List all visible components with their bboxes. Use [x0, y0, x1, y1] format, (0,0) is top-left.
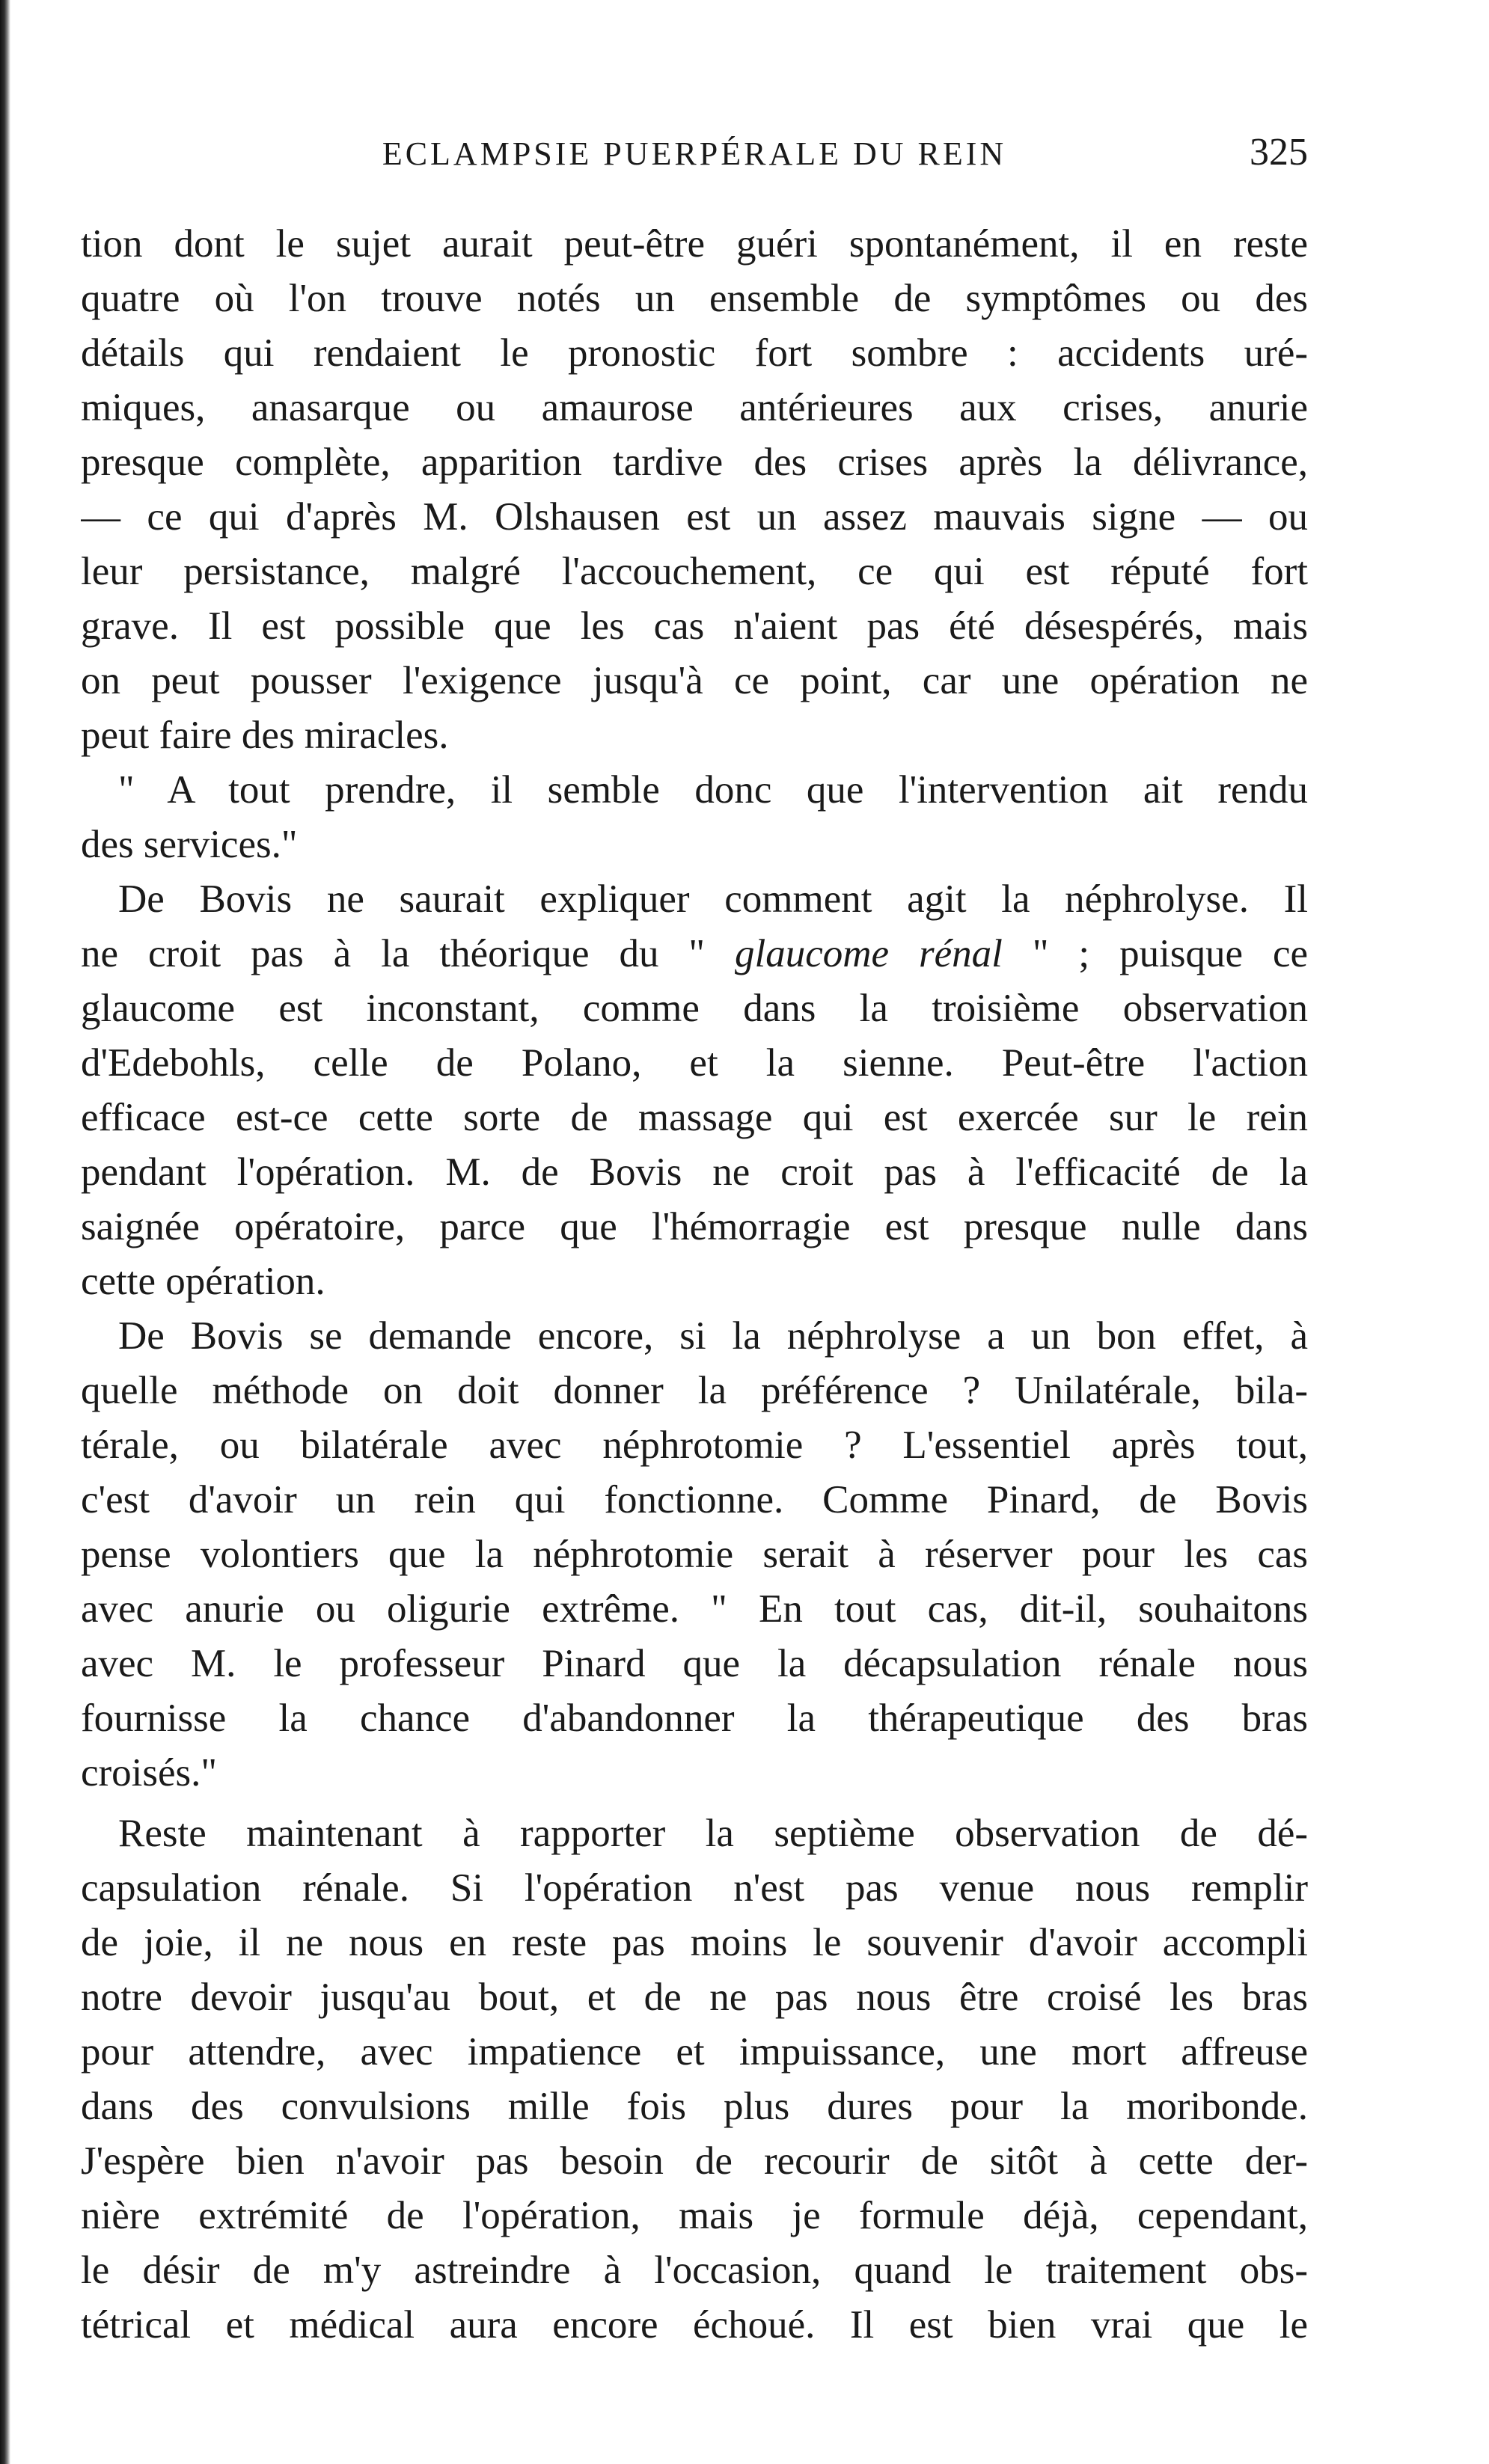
text-line: c'est d'avoir un rein qui fonctionne. Comme Pinard, de Bovis — [81, 1478, 1308, 1521]
text-line: de joie, il ne nous en reste pas moins le souvenir d'avoir accompli — [81, 1921, 1308, 1964]
text-line: presque complète, apparition tardive des crises après la délivrance, — [81, 441, 1308, 484]
text-line: d'Edebohls, celle de Polano, et la sienne. Peut-être l'action — [81, 1041, 1308, 1085]
text-line: avec M. le professeur Pinard que la décapsulation rénale nous — [81, 1642, 1308, 1685]
text-line: peut faire des miracles. — [81, 714, 449, 757]
text-line: dans des convulsions mille fois plus dures pour la moribonde. — [81, 2085, 1308, 2128]
text-line: capsulation rénale. Si l'opération n'est pas venue nous remplir — [81, 1866, 1308, 1910]
running-head: ECLAMPSIE PUERPÉRALE DU REIN — [382, 135, 1007, 172]
text-line: quelle méthode on doit donner la préférence ? Unilatérale, bila- — [81, 1369, 1308, 1412]
binding-edge — [0, 0, 10, 2464]
text-line: pendant l'opération. M. de Bovis ne croit pas à l'efficacité de la — [81, 1150, 1308, 1194]
text-line: avec anurie ou oligurie extrême. " En tout cas, dit-il, souhaitons — [81, 1587, 1308, 1631]
text-line: ne croit pas à la théorique du " glaucome rénal " ; puisque ce — [81, 932, 1308, 975]
page-header — [81, 131, 1308, 194]
text-line: nière extrémité de l'opération, mais je formule déjà, cependant, — [81, 2194, 1308, 2237]
paragraph — [81, 872, 1308, 1309]
text-line: tétrical et médical aura encore échoué. Il est bien vrai que le — [81, 2303, 1308, 2347]
text-line: efficace est-ce cette sorte de massage qui est exercée sur le rein — [81, 1096, 1308, 1139]
text-line: De Bovis ne saurait expliquer comment agit la néphrolyse. Il — [118, 877, 1308, 921]
text-line: notre devoir jusqu'au bout, et de ne pas nous être croisé les bras — [81, 1976, 1308, 2019]
text-line: le désir de m'y astreindre à l'occasion, quand le traitement obs- — [81, 2249, 1308, 2292]
text-line: pense volontiers que la néphrotomie serait à réserver pour les cas — [81, 1533, 1308, 1576]
text-line: détails qui rendaient le pronostic fort sombre : accidents uré- — [81, 331, 1308, 375]
text-line: saignée opératoire, parce que l'hémorragie est presque nulle dans — [81, 1205, 1308, 1248]
text-line: miques, anasarque ou amaurose antérieures aux crises, anurie — [81, 386, 1308, 429]
text-line: De Bovis se demande encore, si la néphrolyse a un bon effet, à — [118, 1314, 1308, 1358]
text-line: grave. Il est possible que les cas n'aient pas été désespérés, mais — [81, 604, 1308, 648]
text-line: tion dont le sujet aurait peut-être guéri spontanément, il en reste — [81, 222, 1308, 266]
paragraph — [81, 217, 1308, 763]
text-line: fournisse la chance d'abandonner la thérapeutique des bras — [81, 1697, 1308, 1740]
page-number: 325 — [1250, 131, 1308, 174]
paragraph — [81, 1309, 1308, 1801]
text-line: cette opération. — [81, 1260, 325, 1303]
body-text — [81, 217, 1308, 2353]
paragraph — [81, 763, 1308, 872]
text-line: térale, ou bilatérale avec néphrotomie ? L'essentiel après tout, — [81, 1423, 1308, 1467]
text-line: quatre où l'on trouve notés un ensemble de symptômes ou des — [81, 277, 1308, 320]
text-line: — ce qui d'après M. Olshausen est un assez mauvais signe — ou — [81, 495, 1308, 539]
text-line: des services." — [81, 823, 298, 866]
text-line: J'espère bien n'avoir pas besoin de recourir de sitôt à cette der- — [81, 2139, 1308, 2183]
text-line: leur persistance, malgré l'accouchement, ce qui est réputé fort — [81, 550, 1308, 593]
text-line: " A tout prendre, il semble donc que l'intervention ait rendu — [118, 768, 1308, 812]
text-line: glaucome est inconstant, comme dans la troisième observation — [81, 987, 1308, 1030]
text-line: Reste maintenant à rapporter la septième observation de dé- — [118, 1812, 1308, 1855]
text-line: pour attendre, avec impatience et impuissance, une mort affreuse — [81, 2030, 1308, 2074]
text-line: on peut pousser l'exigence jusqu'à ce point, car une opération ne — [81, 659, 1308, 702]
text-line: croisés." — [81, 1751, 218, 1795]
paragraph — [81, 1806, 1308, 2353]
